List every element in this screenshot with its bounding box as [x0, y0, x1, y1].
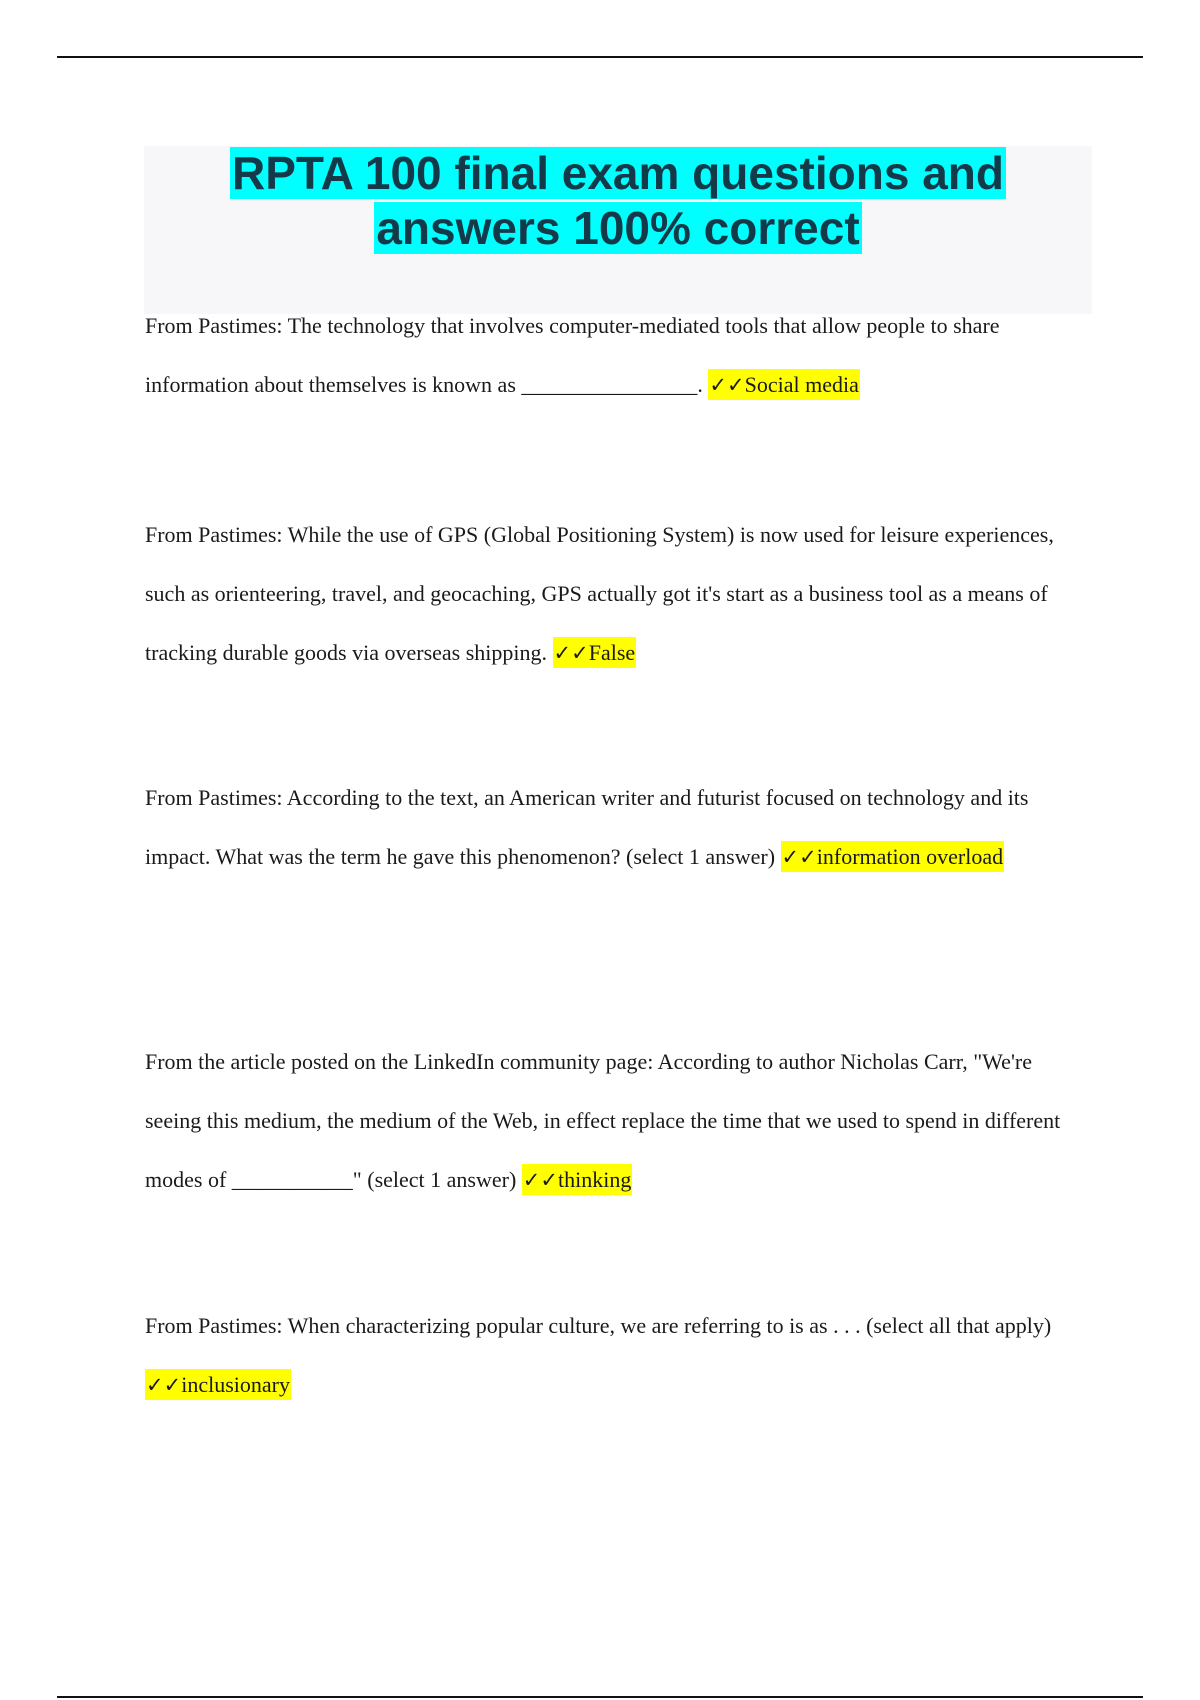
title-box: [144, 146, 1092, 314]
qa-item-1: [145, 296, 1090, 415]
question-text: From Pastimes: When characterizing popular culture, we are referring to is as . . . (select all that apply): [145, 1313, 1052, 1338]
answer-text: False: [588, 640, 636, 665]
qa-item-3: [145, 768, 1090, 887]
answer-text: information overload: [816, 844, 1004, 869]
qa-item-5: [145, 1296, 1090, 1415]
page-title: [144, 146, 1092, 256]
check-icon: ✓✓: [553, 641, 589, 665]
bottom-rule: [57, 1696, 1143, 1698]
qa-item-2: [145, 505, 1090, 683]
answer-highlight: [553, 637, 637, 668]
top-rule: [57, 56, 1143, 58]
question-text: From Pastimes: While the use of GPS (Global Positioning System) is now used for leisure experiences, such as orienteering, travel, and geocaching, GPS actually got it's start as a business tool as a means of tracking durable goods via overseas shipping.: [145, 522, 1054, 665]
answer-highlight: [781, 841, 1005, 872]
answer-highlight: [522, 1164, 633, 1195]
check-icon: ✓✓: [709, 373, 745, 397]
answer-text: Social media: [744, 372, 859, 397]
question-text: From Pastimes: According to the text, an American writer and futurist focused on technology and its impact. What was the term he gave this phenomenon? (select 1 answer): [145, 785, 1029, 869]
check-icon: ✓✓: [146, 1373, 182, 1397]
answer-text: thinking: [558, 1167, 632, 1192]
answer-highlight: [708, 369, 859, 400]
check-icon: ✓✓: [781, 845, 817, 869]
check-icon: ✓✓: [522, 1168, 558, 1192]
qa-item-4: [145, 1032, 1090, 1210]
question-text: From Pastimes: The technology that involves computer-mediated tools that allow people to share information about themselves is known as ________________.: [145, 313, 1000, 397]
answer-text: inclusionary: [181, 1372, 290, 1397]
question-text: From the article posted on the LinkedIn community page: According to author Nicholas Carr, "We're seeing this medium, the medium of the Web, in effect replace the time that we used to spend in different modes of ___________" (select 1 answer): [145, 1049, 1061, 1192]
title-highlight: RPTA 100 final exam questions and answers 100% correct: [232, 147, 1004, 254]
answer-highlight: [145, 1369, 291, 1400]
